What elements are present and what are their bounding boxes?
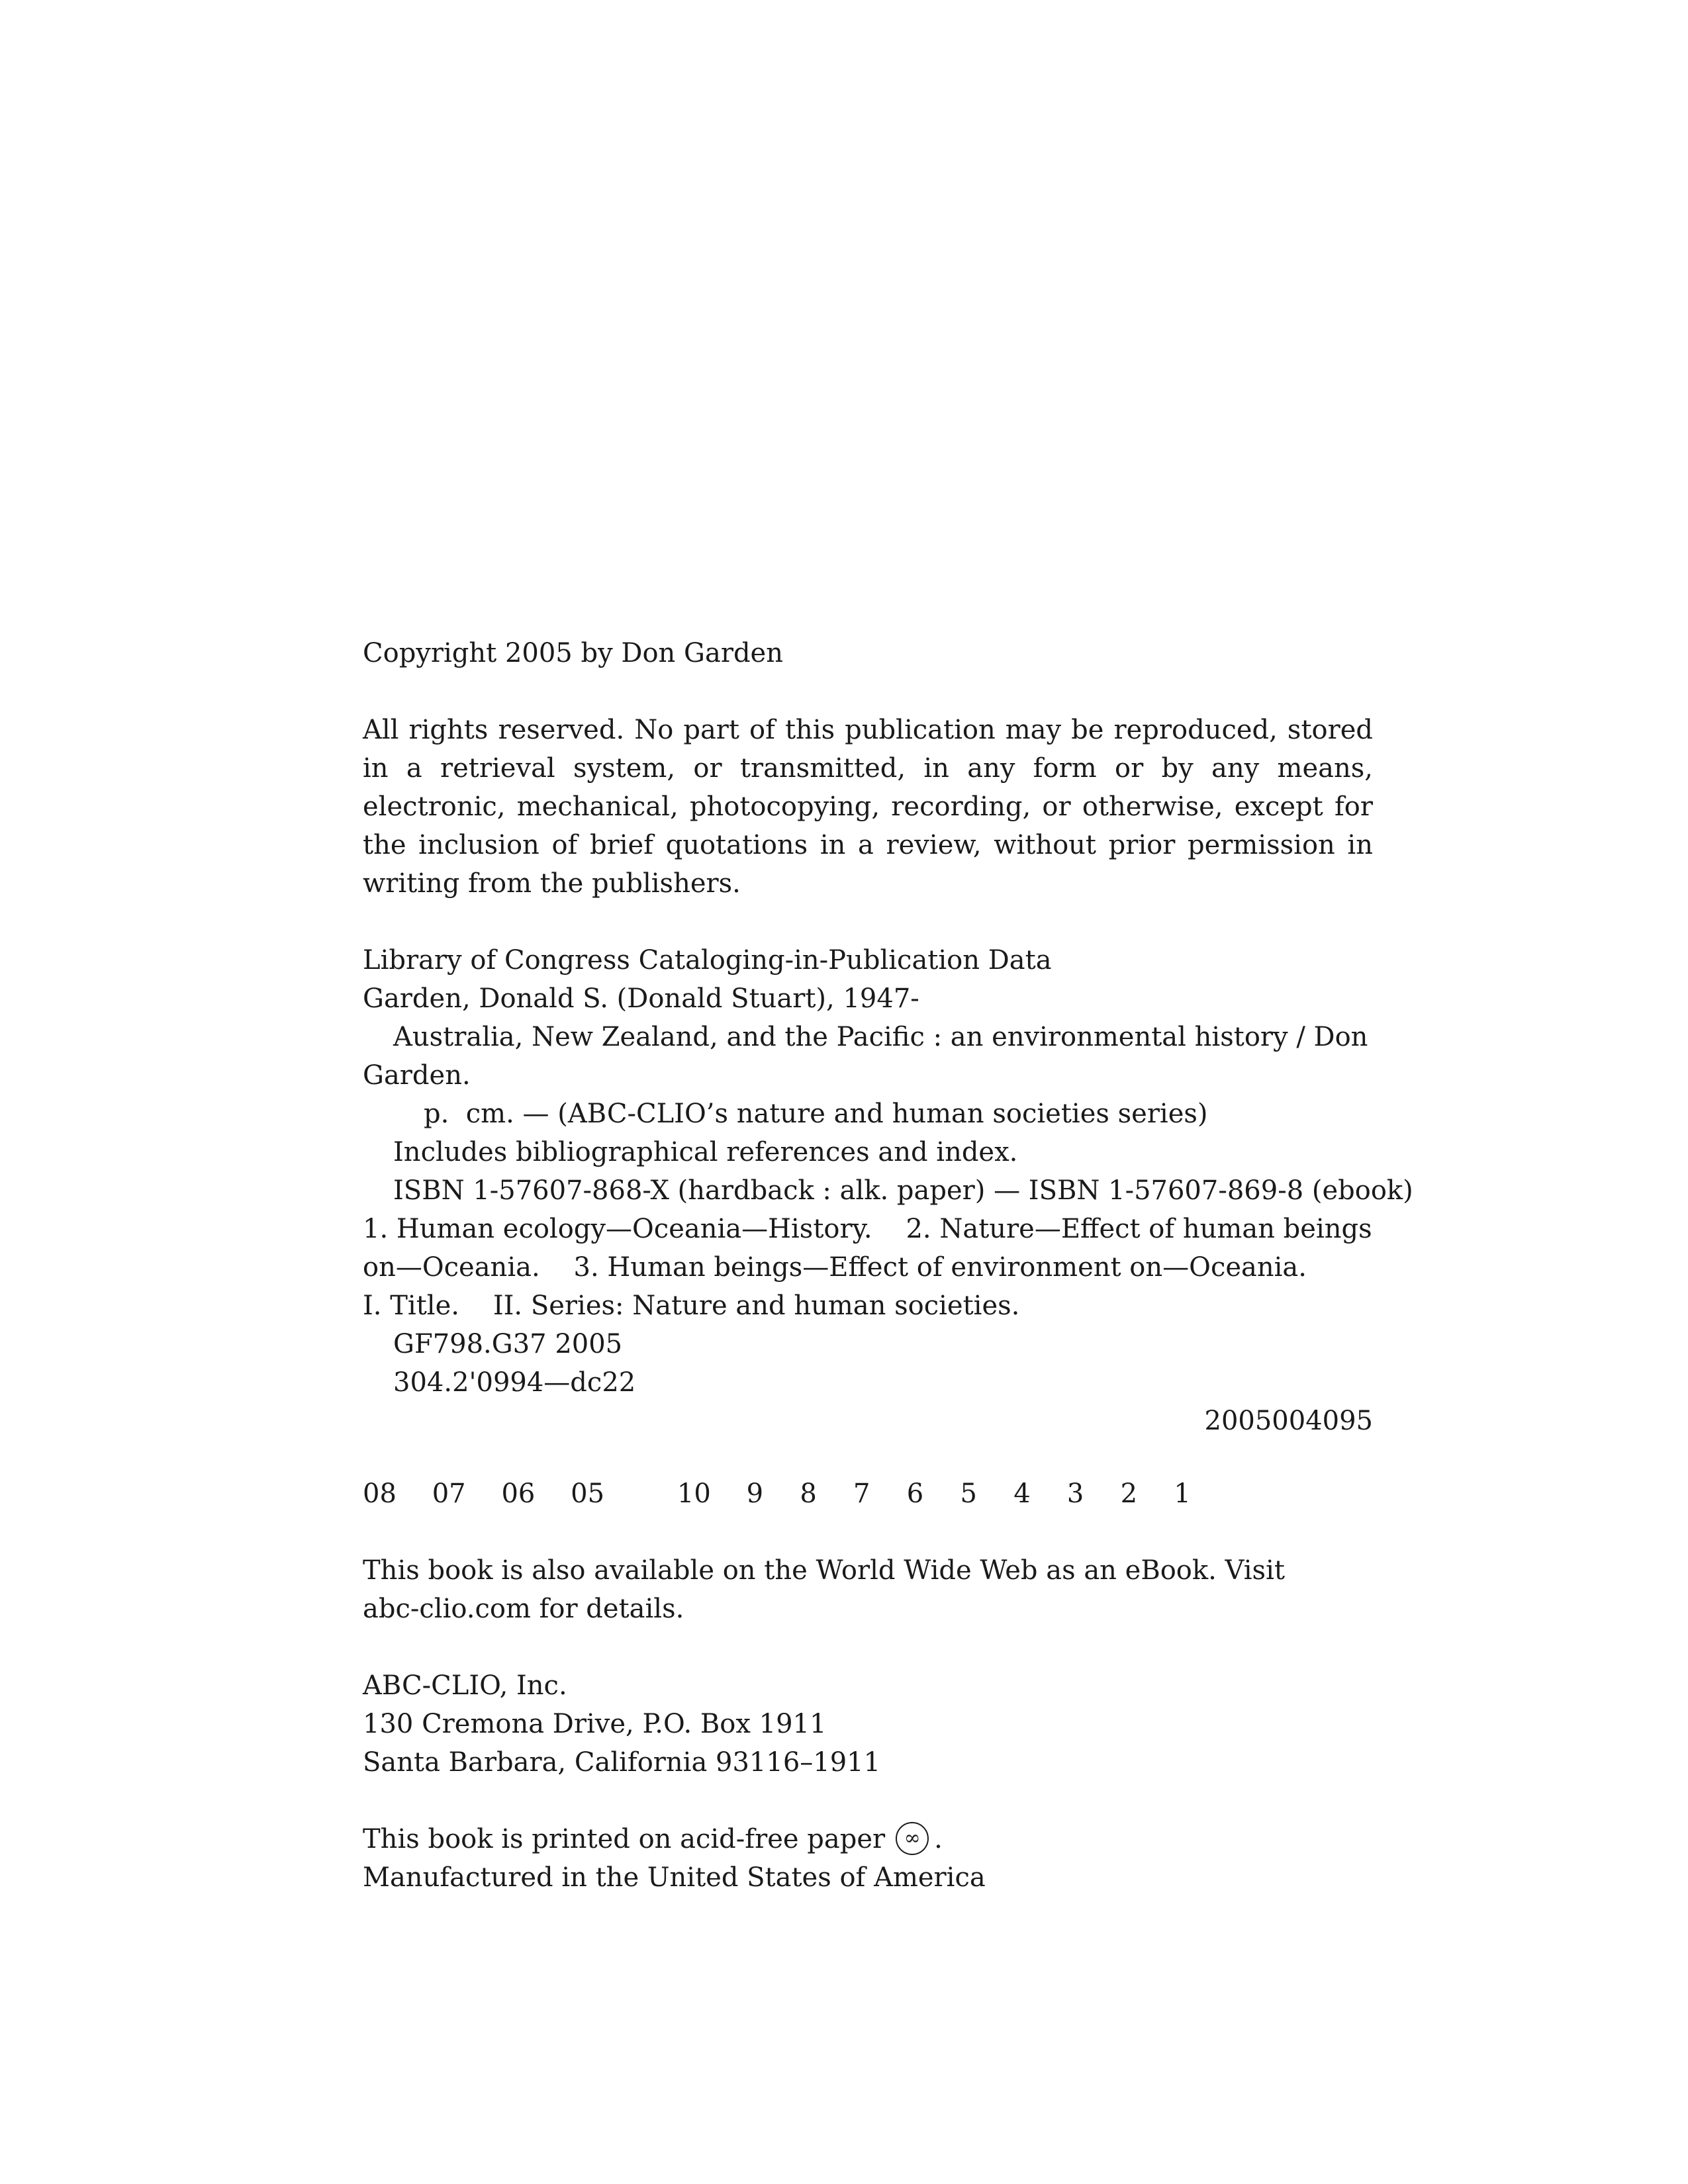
printing-year: 05	[571, 1479, 605, 1509]
acid-free-line	[363, 1820, 1373, 1858]
ebook-line-1: This book is also available on the World Wide Web as an eBook. Visit	[363, 1555, 1285, 1586]
impression-number: 1	[1174, 1479, 1191, 1509]
impression-number: 9	[746, 1479, 764, 1509]
rights-statement: All rights reserved. No part of this publication may be reproduced, stored in a retrieval system, or transmitted, in any form or by any means, electronic, mechanical, photocopying, recording, or otherwise, except for the inclusion of brief quotations in a review, without prior permission in writing from the publishers.	[363, 715, 1373, 899]
printing-year: 07	[432, 1479, 466, 1509]
publisher-city: Santa Barbara, California 93116–1911	[363, 1747, 881, 1778]
rights-section	[363, 711, 1373, 903]
impression-number: 8	[800, 1479, 817, 1509]
ebook-note	[363, 1551, 1373, 1628]
cip-subjects-line-1: 1. Human ecology—Oceania—History. 2. Nature—Effect of human beings	[363, 1214, 1372, 1244]
manufactured-note: Manufactured in the United States of America	[363, 1862, 986, 1893]
copyright-notice: Copyright 2005 by Don Garden	[363, 638, 783, 668]
impression-number: 2	[1120, 1479, 1138, 1509]
cip-lc-classification: GF798.G37 2005	[393, 1329, 623, 1359]
impression-number: 4	[1013, 1479, 1031, 1509]
cip-title-line-2: Garden.	[363, 1060, 471, 1091]
copyright-section	[363, 634, 1373, 672]
publisher-name: ABC-CLIO, Inc.	[363, 1670, 567, 1701]
impression-number: 6	[906, 1479, 924, 1509]
paper-note	[363, 1820, 1373, 1897]
printing-line	[363, 1475, 1373, 1513]
cip-title-line-1: Australia, New Zealand, and the Pacific : an environmental history / Don	[393, 1022, 1368, 1052]
printing-year: 06	[501, 1479, 536, 1509]
cip-includes: Includes bibliographical references and index.	[393, 1137, 1018, 1167]
cip-dewey-classification: 304.2'0994—dc22	[393, 1367, 636, 1398]
cip-subjects-line-3: I. Title. II. Series: Nature and human societies.	[363, 1291, 1020, 1321]
cip-subjects-line-2: on—Oceania. 3. Human beings—Effect of environment on—Oceania.	[363, 1252, 1307, 1283]
publisher-address	[363, 1666, 1373, 1782]
impression-number: 10	[677, 1479, 711, 1509]
impression-number: 5	[960, 1479, 977, 1509]
acid-free-text: This book is printed on acid-free paper	[363, 1824, 886, 1854]
cip-lccn: 2005004095	[1204, 1406, 1373, 1436]
cip-heading: Library of Congress Cataloging-in-Publication Data	[363, 945, 1052, 976]
printing-year: 08	[363, 1479, 397, 1509]
cip-series: p. cm. — (ABC-CLIO’s nature and human societies series)	[424, 1099, 1208, 1129]
impression-number: 7	[853, 1479, 870, 1509]
cip-isbn: ISBN 1-57607-868-X (hardback : alk. paper) — ISBN 1-57607-869-8 (ebook)	[393, 1175, 1413, 1206]
ebook-line-2: abc-clio.com for details.	[363, 1594, 684, 1624]
acid-free-period: .	[934, 1824, 943, 1854]
publisher-street: 130 Cremona Drive, P.O. Box 1911	[363, 1709, 827, 1739]
cip-data-block	[363, 941, 1413, 1440]
cip-author: Garden, Donald S. (Donald Stuart), 1947-	[363, 983, 919, 1014]
infinity-paper-icon: ∞	[896, 1822, 929, 1855]
impression-number: 3	[1066, 1479, 1084, 1509]
